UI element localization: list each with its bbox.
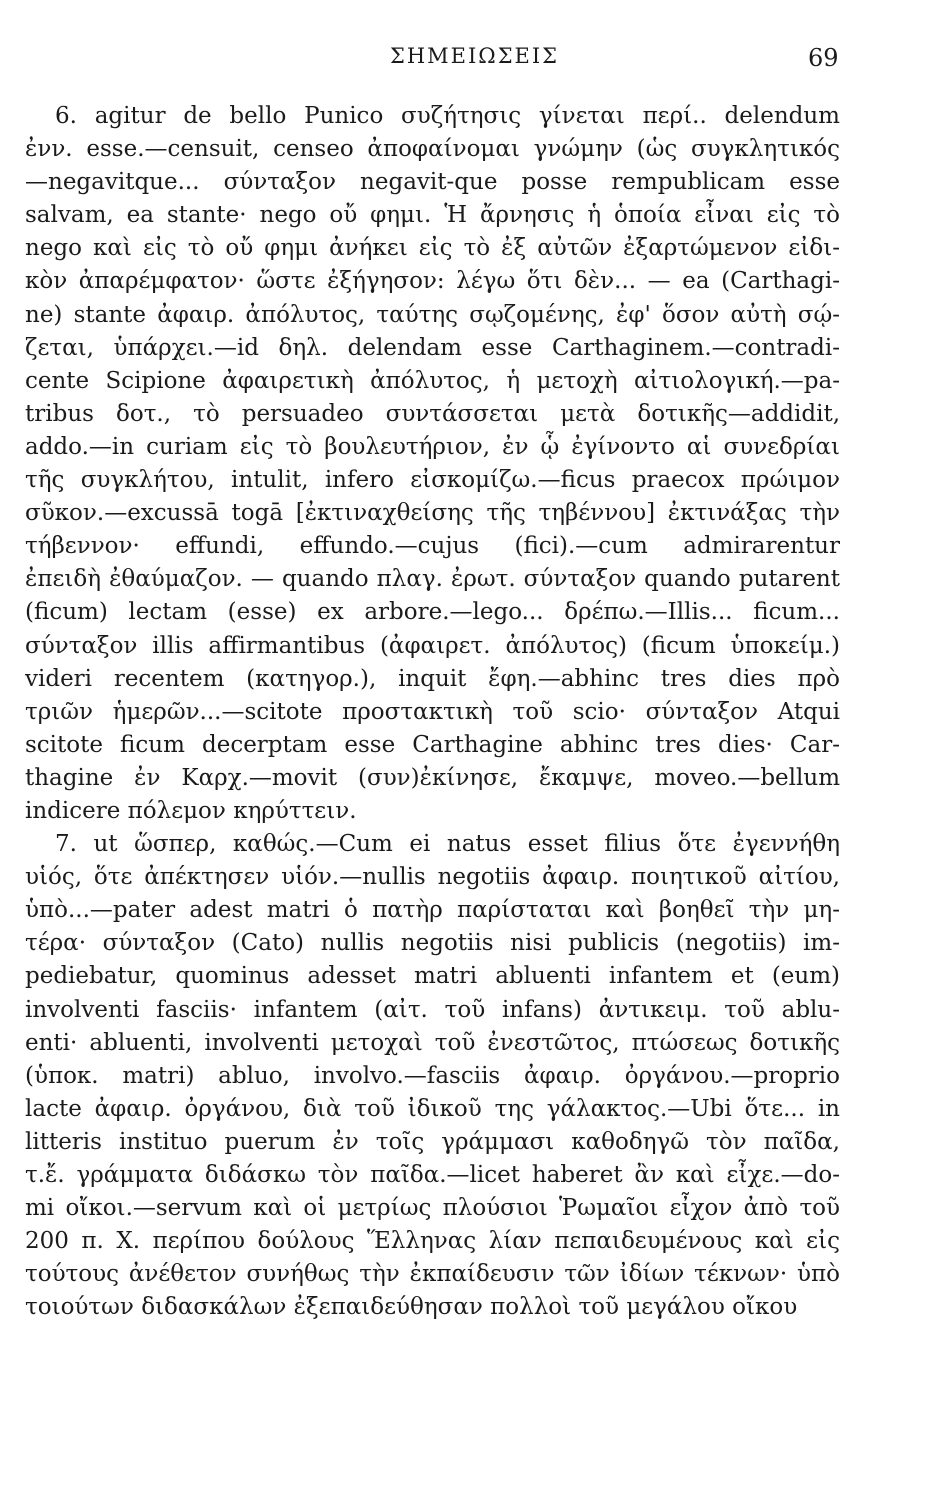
text-line: lacte ἀφαιρ. ὀργάνου, διὰ τοῦ ἰδικοῦ της γάλακτος.—Ubi ὅτε... in [25, 1095, 840, 1122]
text-line: involventi fasciis· infantem (αἰτ. τοῦ infans) ἀντικειμ. τοῦ ablu- [25, 996, 840, 1023]
text-line: τῆς συγκλήτου, intulit, infero εἰσκομίζω.—ficus praecox πρώιμον [25, 467, 840, 494]
text-line: υἱός, ὅτε ἀπέκτησεν υἱόν.—nullis negotiis ἀφαιρ. ποιητικοῦ αἰτίου, [25, 864, 840, 891]
text-line: τοιούτων διδασκάλων ἐξεπαιδεύθησαν πολλοὶ τοῦ μεγάλου οἴκου [25, 1294, 798, 1321]
text-line: 7. ut ὥσπερ, καθώς.—Cum ei natus esset filius ὅτε ἐγεννήθη [55, 831, 840, 858]
text-line: 200 π. Χ. περίπου δούλους Ἕλληνας λίαν πεπαιδευμένους καὶ εἰς [25, 1228, 840, 1255]
text-line: ἐνν. esse.—censuit, censeo ἀποφαίνομαι γνώμην (ὡς συγκλητικός [25, 136, 840, 163]
text-line: salvam, ea stante· nego οὔ φημι. Ἡ ἄρνησις ἡ ὁποία εἶναι εἰς τὸ [25, 202, 840, 229]
text-line: (ficum) lectam (esse) ex arbore.—lego... δρέπω.—Illis... ficum... [25, 599, 840, 626]
text-line: (ὑποκ. matri) abluo, involvo.—fasciis ἀφαιρ. ὀργάνου.—proprio [25, 1062, 840, 1089]
text-line: enti· abluenti, involventi μετοχαὶ τοῦ ἐνεστῶτος, πτώσεως δοτικῆς [25, 1029, 840, 1056]
text-line: ζεται, ὑπάρχει.—id δηλ. delendam esse Carthaginem.—contradi- [25, 334, 840, 361]
text-line: nego καὶ εἰς τὸ οὔ φημι ἀνήκει εἰς τὸ ἐξ αὐτῶν ἐξαρτώμενον εἰδι- [25, 235, 840, 262]
text-line: —negavitque... σύνταξον negavit-que posse rempublicam esse [25, 169, 840, 196]
text-line: σῦκον.—excussā togā [ἐκτιναχθείσης τῆς τηβέννου] ἐκτινάξας τὴν [25, 500, 840, 527]
text-line: τέρα· σύνταξον (Cato) nullis negotiis nisi publicis (negotiis) im- [25, 930, 840, 957]
text-line: τ.ἔ. γράμματα διδάσκω τὸν παῖδα.—licet haberet ἂν καὶ εἶχε.—do- [25, 1162, 840, 1188]
text-line: cente Scipione ἀφαιρετικὴ ἀπόλυτος, ἡ μετοχὴ αἰτιολογική.—pa- [25, 367, 840, 394]
text-line: pediebatur, quominus adesset matri abluenti infantem et (eum) [25, 963, 840, 990]
text-line: videri recentem (κατηγορ.), inquit ἔφη.—abhinc tres dies πρὸ [25, 665, 840, 692]
running-head: ΣΗΜΕΙΩΣΕΙΣ [390, 44, 560, 68]
text-line: 6. agitur de bello Punico συζήτησις γίνεται περί.. delendum [55, 103, 840, 129]
text-line: τήβεννον· effundi, effundo.—cujus (fici).—cum admirarentur [25, 533, 840, 560]
text-line: thagine ἐν Καρχ.—movit (συν)ἐκίνησε, ἔκαμψε, moveo.—bellum [25, 764, 840, 791]
text-line: addo.—in curiam εἰς τὸ βουλευτήριον, ἐν ᾧ ἐγίνοντο αἱ συνεδρίαι [25, 433, 840, 460]
text-line: scitote ficum decerptam esse Carthagine abhinc tres dies· Car- [25, 731, 840, 758]
text-line: ne) stante ἀφαιρ. ἀπόλυτος, ταύτης σῳζομένης, ἐφ' ὅσον αὐτὴ σῴ- [25, 301, 840, 328]
text-line: ὑπὸ...—pater adest matri ὁ πατὴρ παρίσταται καὶ βοηθεῖ τὴν μη- [25, 897, 840, 924]
text-line: tribus δοτ., τὸ persuadeo συντάσσεται μετὰ δοτικῆς—addidit, [25, 400, 840, 427]
text-line: σύνταξον illis affirmantibus (ἀφαιρετ. ἀπόλυτος) (ficum ὑποκείμ.) [25, 632, 840, 659]
page-number: 69 [808, 44, 839, 72]
text-line: τούτους ἀνέθετον συνήθως τὴν ἐκπαίδευσιν τῶν ἰδίων τέκνων· ὑπὸ [25, 1261, 840, 1288]
text-line: litteris instituo puerum ἐν τοῖς γράμμασι καθοδηγῶ τὸν παῖδα, [25, 1128, 840, 1155]
notes-text [25, 100, 840, 1324]
text-line: mi οἴκοι.—servum καὶ οἱ μετρίως πλούσιοι Ῥωμαῖοι εἶχον ἀπὸ τοῦ [25, 1195, 840, 1222]
text-line: ἐπειδὴ ἐθαύμαζον. — quando πλαγ. ἐρωτ. σύνταξον quando putarent [25, 566, 840, 593]
text-line: indicere πόλεμον κηρύττειν. [25, 797, 357, 824]
text-line: τριῶν ἡμερῶν...—scitote προστακτικὴ τοῦ scio· σύνταξον Atqui [25, 698, 840, 725]
text-line: κὸν ἀπαρέμφατον· ὥστε ἐξήγησον: λέγω ὅτι δὲν... — ea (Carthagi- [25, 268, 840, 295]
